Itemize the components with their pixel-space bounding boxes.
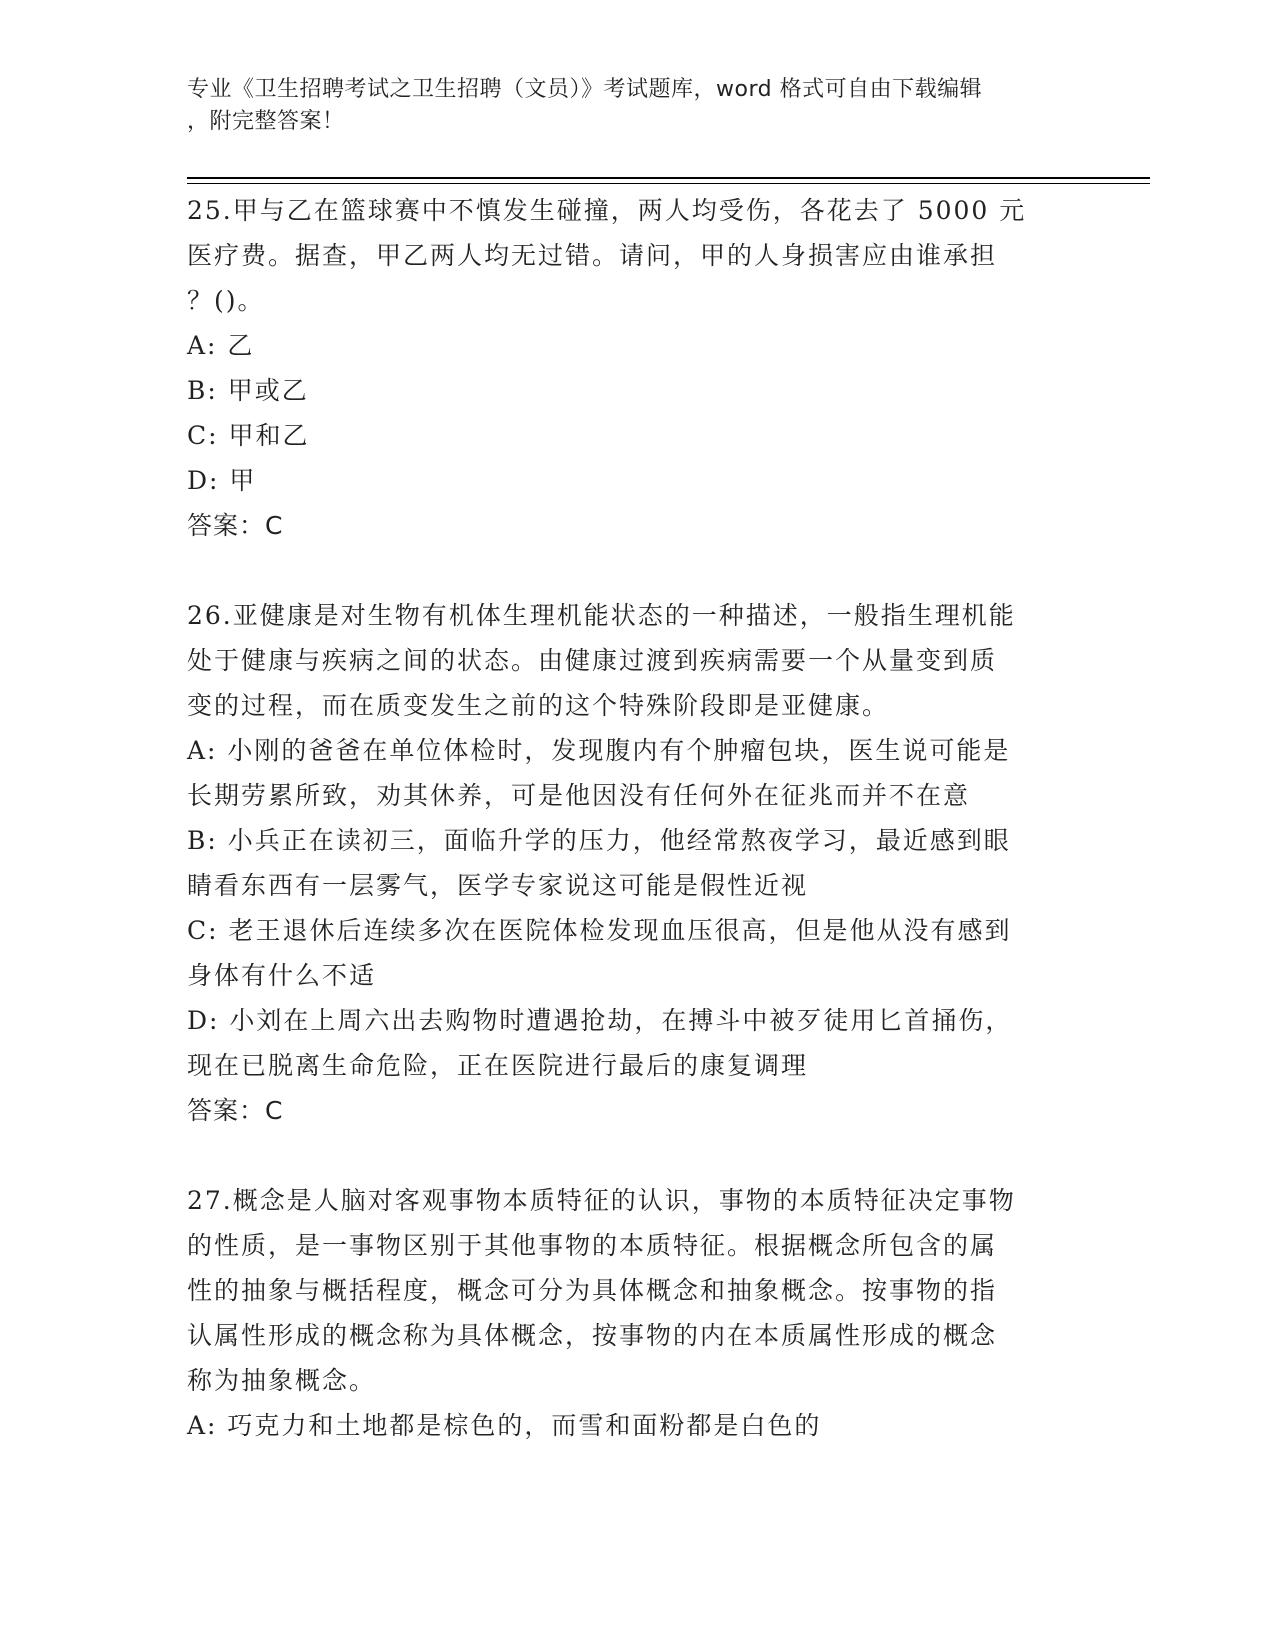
question-stem-line: 称为抽象概念。 — [187, 1366, 377, 1395]
question-stem-line: 27.概念是人脑对客观事物本质特征的认识，事物的本质特征决定事物 — [187, 1186, 1016, 1215]
option-d-continued: 现在已脱离生命危险，正在医院进行最后的康复调理 — [187, 1051, 809, 1080]
question-stem-line: ？()。 — [187, 286, 265, 315]
question-stem-line: 变的过程，而在质变发生之前的这个特殊阶段即是亚健康。 — [187, 691, 890, 720]
option-d: D: 甲 — [187, 466, 257, 495]
option-d: D: 小刘在上周六出去购物时遭遇抢劫，在搏斗中被歹徒用匕首捅伤， — [187, 1006, 1013, 1035]
option-c: C: 老王退休后连续多次在医院体检发现血压很高，但是他从没有感到 — [187, 916, 1012, 945]
question-stem-line: 认属性形成的概念称为具体概念，按事物的内在本质属性形成的概念 — [187, 1321, 998, 1350]
answer-line: 答案：C — [187, 511, 284, 540]
question-list — [187, 188, 1087, 1448]
option-a-continued: 长期劳累所致，劝其休养，可是他因没有任何外在征兆而并不在意 — [187, 781, 971, 810]
spacer — [187, 1133, 1087, 1178]
header-line-2: ，附完整答案！ — [187, 109, 345, 134]
option-c-continued: 身体有什么不适 — [187, 961, 377, 990]
question-27 — [187, 1178, 1087, 1448]
option-b: B: 甲或乙 — [187, 376, 309, 405]
question-stem-line: 的性质，是一事物区别于其他事物的本质特征。根据概念所包含的属 — [187, 1231, 998, 1260]
answer-line: 答案：C — [187, 1096, 284, 1125]
option-b-continued: 睛看东西有一层雾气，医学专家说这可能是假性近视 — [187, 871, 809, 900]
question-25 — [187, 188, 1087, 548]
header-divider-thin — [187, 183, 1150, 184]
option-a: A: 小刚的爸爸在单位体检时，发现腹内有个肿瘤包块，医生说可能是 — [187, 736, 1011, 765]
question-stem-line: 25.甲与乙在篮球赛中不慎发生碰撞，两人均受伤，各花去了 5000 元 — [187, 196, 1027, 225]
spacer — [187, 548, 1087, 593]
option-a: A: 巧克力和土地都是棕色的，而雪和面粉都是白色的 — [187, 1411, 822, 1440]
question-stem-line: 性的抽象与概括程度，概念可分为具体概念和抽象概念。按事物的指 — [187, 1276, 998, 1305]
option-c: C: 甲和乙 — [187, 421, 310, 450]
header-divider-thick — [187, 177, 1150, 179]
question-stem-line: 医疗费。据查，甲乙两人均无过错。请问，甲的人身损害应由谁承担 — [187, 241, 998, 270]
option-a: A: 乙 — [187, 331, 255, 360]
header-line-1: 专业《卫生招聘考试之卫生招聘（文员）》考试题库，word 格式可自由下载编辑 — [187, 77, 983, 102]
page-header — [187, 74, 1067, 138]
question-stem-line: 处于健康与疾病之间的状态。由健康过渡到疾病需要一个从量变到质 — [187, 646, 998, 675]
option-b: B: 小兵正在读初三，面临升学的压力，他经常熬夜学习，最近感到眼 — [187, 826, 1011, 855]
question-26 — [187, 593, 1087, 1133]
question-stem-line: 26.亚健康是对生物有机体生理机能状态的一种描述，一般指生理机能 — [187, 601, 1016, 630]
